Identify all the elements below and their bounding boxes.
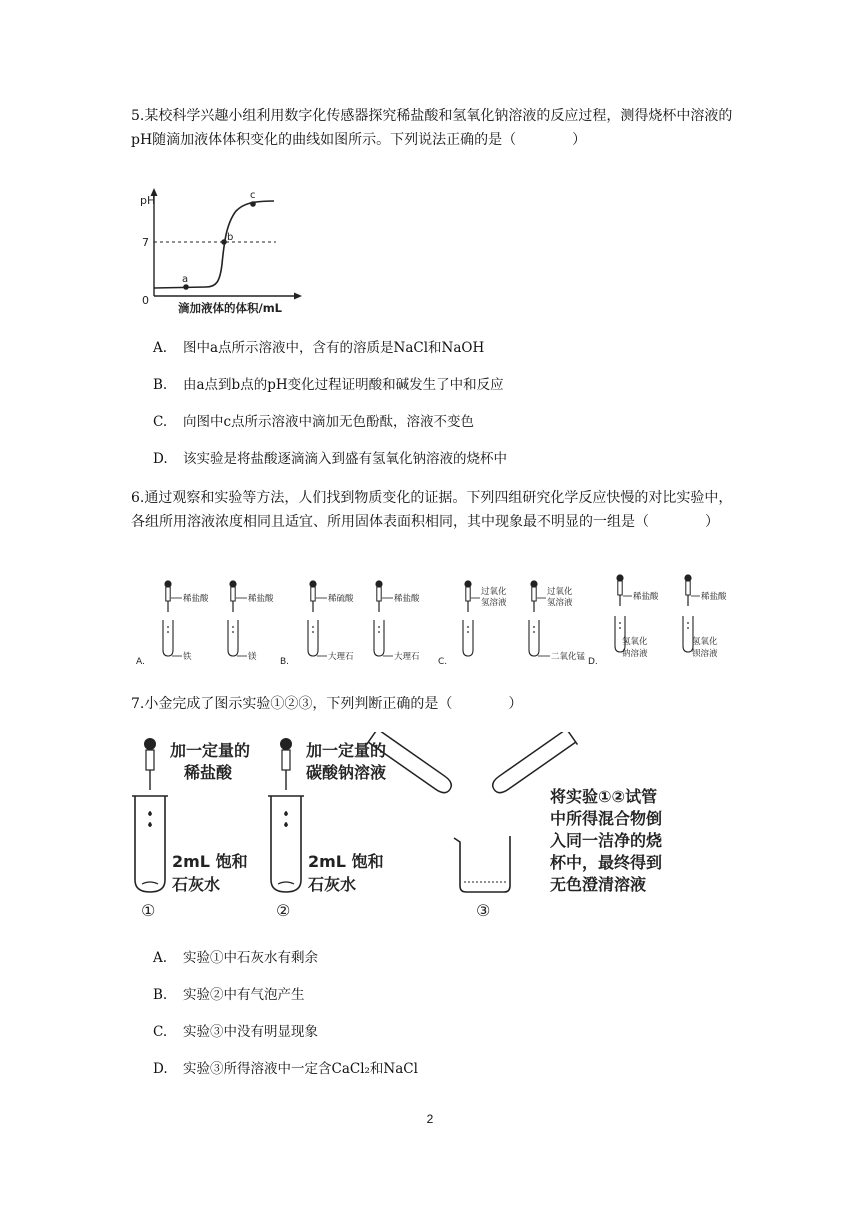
dropper-d2 <box>684 574 691 606</box>
tube-b2 <box>374 620 384 656</box>
tube-a2 <box>228 620 238 656</box>
x-axis-label: 滴加液体的体积/mL <box>178 301 283 315</box>
d1-dropper-label: 稀盐酸 <box>633 592 659 602</box>
a2-dropper-label: 稀盐酸 <box>248 594 274 604</box>
exp3-number: ③ <box>476 901 491 920</box>
q5-option-d[interactable]: D. 该实验是将盐酸逐滴滴入到盛有氢氧化钠溶液的烧杯中 <box>153 451 507 467</box>
point-b <box>221 239 227 245</box>
exp2-reagent-line2: 碳酸钠溶液 <box>306 763 387 782</box>
q7-option-d[interactable]: D. 实验③所得溶液中一定含CaCl₂和NaCl <box>153 1061 418 1077</box>
dropper-c1 <box>464 580 471 612</box>
group-c-label: C. <box>438 657 448 667</box>
exp2-number: ② <box>276 901 291 920</box>
tube-c2 <box>529 620 539 656</box>
point-a <box>183 284 189 290</box>
exp1-reagent-line1: 加一定量的 <box>170 741 251 760</box>
q5-ph-curve-figure <box>136 184 306 319</box>
d2-dropper-label: 稀盐酸 <box>701 592 727 602</box>
exp3-note-line1: 将实验①②试管 <box>550 787 658 806</box>
group-d-label: D. <box>588 657 598 667</box>
exp2-reagent-line1: 加一定量的 <box>306 741 387 760</box>
point-b-label: b <box>227 232 234 243</box>
a1-dropper-label: 稀盐酸 <box>183 594 209 604</box>
c1-dropper-label: 过氧化氢溶液 <box>481 587 507 608</box>
point-c <box>250 201 256 207</box>
page-number: 2 <box>426 1112 434 1126</box>
point-c-label: c <box>250 190 256 201</box>
exp3-note-line3: 入同一洁净的烧 <box>550 831 663 850</box>
dropper-c2 <box>530 580 537 612</box>
dropper-b1 <box>309 580 316 612</box>
tube-c1 <box>463 620 473 656</box>
b2-content-label: 大理石 <box>394 652 420 662</box>
d1-content-label: 氢氧化钠溶液 <box>622 637 648 659</box>
group-a-label: A. <box>136 657 145 667</box>
exp1-tube-line2: 石灰水 <box>172 875 221 894</box>
y-axis-label: pH <box>140 194 156 207</box>
ytick-7: 7 <box>142 236 149 249</box>
exp1-tube-line1: 2mL 饱和 <box>172 852 248 871</box>
exp3-note-line4: 杯中，最终得到 <box>550 853 663 872</box>
tube-a1 <box>163 620 173 656</box>
q5-option-a[interactable]: A. 图中a点所示溶液中，含有的溶质是NaCl和NaOH <box>153 340 485 356</box>
exp1-number: ① <box>141 901 156 920</box>
q7-stem: 7.小金完成了图示实验①②③，下列判断正确的是（ ） <box>131 696 523 712</box>
dropper-b2 <box>375 580 382 612</box>
exp1-reagent-line2: 稀盐酸 <box>184 763 233 782</box>
exp3-note-line5: 无色澄清溶液 <box>550 875 647 894</box>
point-a-label: a <box>182 274 189 285</box>
c2-content-label: 二氧化锰 <box>551 652 586 662</box>
d2-content-label: 氢氧化钡溶液 <box>692 637 718 659</box>
a2-content-label: 镁 <box>248 652 257 662</box>
dropper-d1 <box>616 574 623 606</box>
exp2-tube-line2: 石灰水 <box>308 875 357 894</box>
q6-stem: 6.通过观察和实验等方法，人们找到物质变化的证据。下列四组研究化学反应快慢的对比实验中，各组所用溶液浓度相同且适宜、所用固体表面积相同，其中现象最不明显的一组是（ ） <box>131 490 733 530</box>
dropper-a1 <box>164 580 171 612</box>
b2-dropper-label: 稀盐酸 <box>394 594 420 604</box>
b1-dropper-label: 稀硫酸 <box>328 594 354 604</box>
group-b-label: B. <box>280 657 290 667</box>
a1-content-label: 铁 <box>183 652 192 662</box>
x-axis-arrow <box>294 293 302 300</box>
q7-option-b[interactable]: B. 实验②中有气泡产生 <box>153 987 305 1003</box>
dropper-a2 <box>229 580 236 612</box>
q5-option-c[interactable]: C. 向图中c点所示溶液中滴加无色酚酞，溶液不变色 <box>153 414 475 430</box>
q7-option-c[interactable]: C. 实验③中没有明显现象 <box>153 1024 318 1040</box>
q7-option-a[interactable]: A. 实验①中石灰水有剩余 <box>153 950 318 966</box>
exp2-tube-line1: 2mL 饱和 <box>308 852 384 871</box>
q5-stem: 5.某校科学兴趣小组利用数字化传感器探究稀盐酸和氢氧化钠溶液的反应过程，测得烧杯中溶液的pH随滴加液体体积变化的曲线如图所示。下列说法正确的是（ ） <box>131 108 733 148</box>
b1-content-label: 大理石 <box>328 652 354 662</box>
origin-label: 0 <box>142 294 149 307</box>
q7-experiment-figure <box>132 732 692 922</box>
q6-comparison-figure <box>132 572 744 672</box>
ph-curve <box>154 201 274 288</box>
q5-option-b[interactable]: B. 由a点到b点的pH变化过程证明酸和碱发生了中和反应 <box>153 377 504 393</box>
c2-dropper-label: 过氧化氢溶液 <box>547 587 573 608</box>
exp3-note-line2: 中所得混合物倒 <box>550 809 663 828</box>
tube-b1 <box>308 620 318 656</box>
